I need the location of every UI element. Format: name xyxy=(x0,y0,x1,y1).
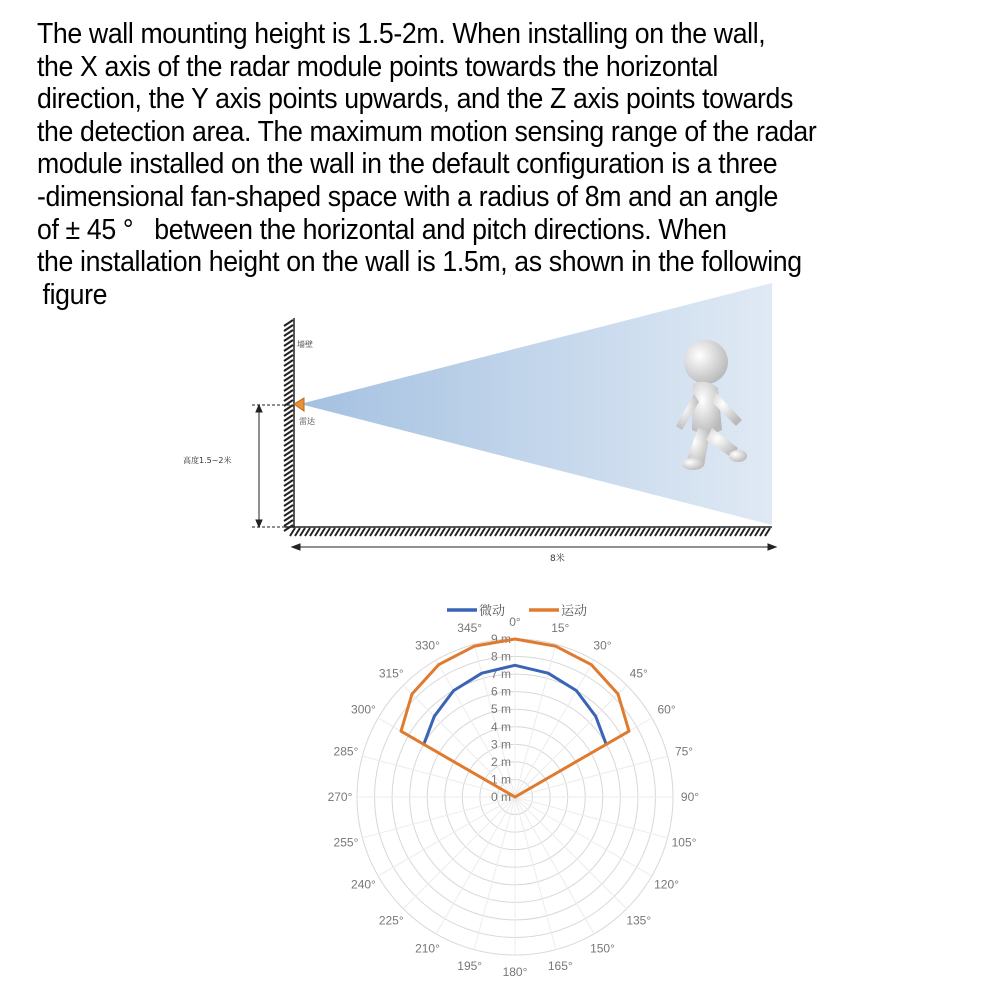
radial-label: 4 m xyxy=(490,719,511,734)
grid-spoke xyxy=(515,797,556,950)
angle-label: 165° xyxy=(547,959,573,974)
angle-label: 345° xyxy=(457,620,483,635)
description-line: -dimensional fan-shaped space with a radius of 8m and an angle xyxy=(37,180,779,213)
description-line: The wall mounting height is 1.5-2m. When installing on the wall, xyxy=(37,18,766,50)
angle-label: 135° xyxy=(626,913,652,928)
radial-label: 1 m xyxy=(490,772,511,787)
description-line: the detection area. The maximum motion sensing range of the radar xyxy=(37,115,817,148)
angle-label: 315° xyxy=(378,666,404,681)
description-line: the installation height on the wall is 1.5m, as shown in the following xyxy=(37,246,802,279)
radial-label: 7 m xyxy=(490,667,511,682)
angle-label: 75° xyxy=(674,744,694,759)
angle-label: 15° xyxy=(551,620,570,635)
grid-spoke xyxy=(515,797,627,909)
wall-label: 墙壁 xyxy=(297,340,313,349)
distance-label: 8米 xyxy=(550,554,565,564)
grid-spoke xyxy=(403,797,515,909)
angle-label: 270° xyxy=(327,790,353,804)
angle-label: 240° xyxy=(351,877,376,892)
angle-label: 300° xyxy=(351,702,376,717)
description-line: figure xyxy=(42,278,108,311)
radial-label: 9 m xyxy=(490,632,511,646)
radial-label: 6 m xyxy=(490,684,511,699)
radial-label: 8 m xyxy=(490,649,511,664)
radial-label: 2 m xyxy=(490,754,511,769)
angle-label: 195° xyxy=(457,959,483,974)
angle-label: 150° xyxy=(590,941,615,956)
angle-label: 0° xyxy=(509,615,521,629)
grid-spoke xyxy=(515,797,668,838)
angle-label: 330° xyxy=(415,638,440,653)
radar-label: 雷达 xyxy=(299,417,315,426)
description-line: direction, the Y axis points upwards, and the Z axis points towards xyxy=(37,83,793,116)
angle-label: 120° xyxy=(654,877,679,892)
angle-label: 255° xyxy=(333,835,359,850)
angle-label: 90° xyxy=(680,790,700,804)
height-label: 高度1.5~2米 xyxy=(183,456,232,465)
radial-label: 5 m xyxy=(490,702,511,717)
angle-label: 30° xyxy=(593,638,612,653)
legend-label: 微动 xyxy=(479,604,506,619)
description-line: of ± 45 ° between the horizontal and pitch directions. When xyxy=(37,213,727,246)
angle-label: 180° xyxy=(502,965,528,979)
angle-label: 105° xyxy=(671,835,697,850)
grid-spoke xyxy=(515,756,668,797)
angle-label: 285° xyxy=(333,744,359,759)
description-line: module installed on the wall in the default configuration is a three xyxy=(37,148,778,181)
radial-label: 0 m xyxy=(490,790,511,804)
angle-label: 225° xyxy=(378,913,404,928)
angle-label: 60° xyxy=(657,702,676,717)
angle-label: 45° xyxy=(629,666,648,681)
description-line: the X axis of the radar module points towards the horizontal xyxy=(37,50,718,83)
angle-label: 210° xyxy=(415,941,440,956)
legend-label: 运动 xyxy=(561,604,588,619)
radial-label: 3 m xyxy=(490,737,511,752)
grid-spoke xyxy=(474,797,515,950)
